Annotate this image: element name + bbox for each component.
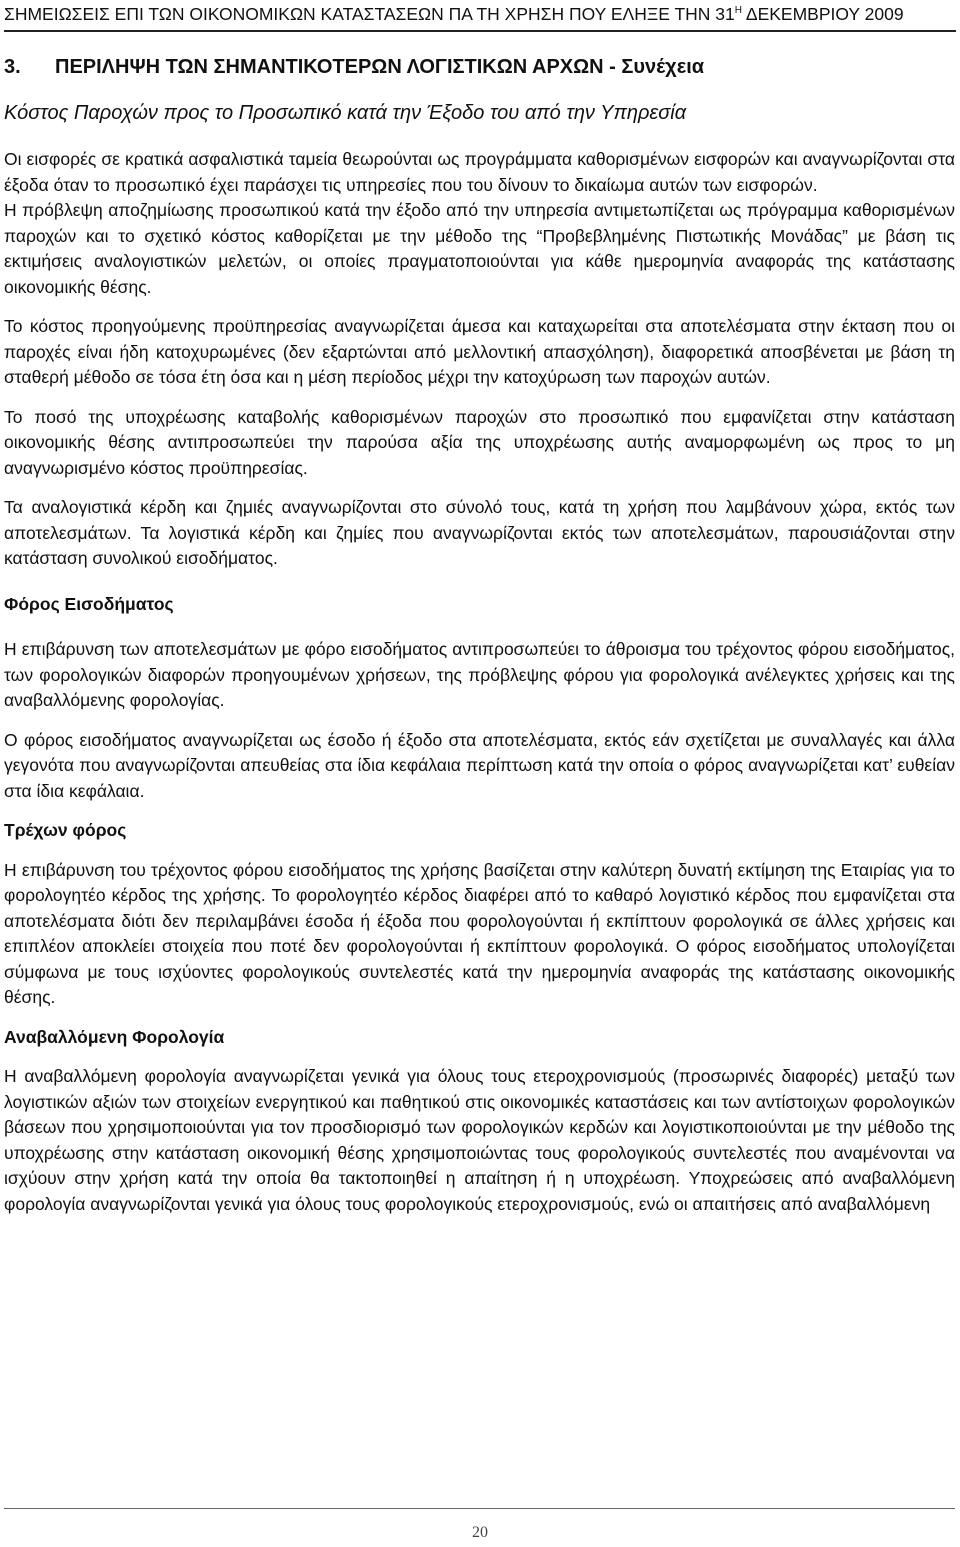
paragraph-prior-service-cost: Το κόστος προηγούμενης προϋπηρεσίας αναγνωρίζεται άμεσα και καταχωρείται στα αποτελέσματα στην έκταση που οι παροχές είναι ήδη κατοχυρωμένες (δεν εξαρτώνται από μελλοντική απασχόληση), διαφορετικά αποσβένεται με βάση τη σταθερή μέθοδο σε τόσα έτη όσα και η μέση περίοδος μέχρι την κατοχύρωση των παροχών αυτών.	[4, 316, 955, 387]
paragraph-obligation-amount: Το ποσό της υποχρέωσης καταβολής καθορισμένων παροχών στο προσωπικό που εμφανίζεται στην κατάσταση οικονομικής θέσης αντιπροσωπεύει την παρούσα αξία της υποχρέωσης αυτής αναμορφωμένη ως προς το μη αναγνωρισμένο κόστος προϋπηρεσίας.	[4, 406, 955, 478]
section-number: 3.	[4, 56, 21, 78]
section-subtitle: Κόστος Παροχών προς το Προσωπικό κατά την Έξοδο του από την Υπηρεσία	[4, 102, 687, 124]
heading-income-tax: Φόρος Εισοδήματος	[4, 593, 174, 614]
paragraph-deferred-tax: Η αναβαλλόμενη φορολογία αναγνωρίζεται γενικά για όλους τους ετεροχρονισμούς (προσωρινές διαφορές) μεταξύ των λογιστικών αξιών των στοιχείων ενεργητικού και παθητικού στις οικονομικές καταστάσεις και των αντίστοιχων φορολογικών βάσεων που χρησιμοποιούνται για τον προσδιορισμό των φορολογικών κερδών και λογιστικοποιούνται με την μέθοδο της υποχρέωσης στην κατάσταση οικονομική θέσης χρησιμοποιώντας τους φορολογικούς συντελεστές που αναμένονται να ισχύουν στην χρήση κατά την οποία θα τακτοποιηθεί η απαίτηση ή η υποχρέωση. Υποχρεώσεις από αναβαλλόμενη φορολογία αναγνωρίζονται γενικά για όλους τους φορολογικούς ετεροχρονισμούς, ενώ οι απαιτήσεις από αναβαλλόμενη	[4, 1066, 955, 1214]
page-number: 20	[472, 1524, 488, 1541]
heading-current-tax: Τρέχων φόρος	[4, 820, 127, 840]
running-header-superscript: Η	[734, 5, 742, 17]
running-header	[4, 0, 956, 28]
section-title: ΠΕΡΙΛΗΨΗ ΤΩΝ ΣΗΜΑΝΤΙΚΟΤΕΡΩΝ ΛΟΓΙΣΤΙΚΩΝ ΑΡΧΩΝ - Συνέχεια	[55, 56, 705, 78]
running-header-text-end: ΔΕΚΕΜΒΡΙΟΥ 2009	[742, 4, 904, 24]
paragraph-current-tax: Η επιβάρυνση του τρέχοντος φόρου εισοδήματος της χρήσης βασίζεται στην καλύτερη δυνατή εκτίμηση της Εταιρίας για το φορολογητέο κέρδος της χρήσης. Το φορολογητέο κέρδος διαφέρει από το καθαρό λογιστικό κέρδος που εμφανίζεται στα αποτελέσματα διότι δεν περιλαμβάνει έσοδα ή έξοδα που φορολογούνται ή εκπίπτουν φορολογικά σε άλλες χρήσεις και επιπλέον αποκλείει στοιχεία που ποτέ δεν φορολογούνται ή εκπίπτουν φορολογικά. Ο φόρος εισοδήματος υπολογίζεται σύμφωνα με τους ισχύοντες φορολογικούς συντελεστές κατά την ημερομηνία αναφοράς της κατάστασης οικονομικής θέσης.	[4, 859, 955, 1007]
running-header-text: ΣΗΜΕΙΩΣΕΙΣ ΕΠΙ ΤΩΝ ΟΙΚΟΝΟΜΙΚΩΝ ΚΑΤΑΣΤΑΣΕΩΝ ΠΑ ΤΗ ΧΡΗΣΗ ΠΟΥ ΕΛΗΞΕ ΤΗΝ 31	[4, 4, 735, 24]
header-divider	[4, 30, 956, 32]
heading-deferred-tax: Αναβαλλόμενη Φορολογία	[4, 1026, 225, 1047]
footer-divider	[4, 1508, 955, 1509]
paragraph-provision: Η πρόβλεψη αποζημίωσης προσωπικού κατά την έξοδο από την υπηρεσία αντιμετωπίζεται ως πρόγραμμα καθορισμένων παροχών και το σχετικό κόστος καθορίζεται με την μέθοδο της “Προβεβλημένης Πιστωτικής Μονάδας” με βάση τις εκτιμήσεις αναλογιστικών μελετών, οι οποίες πραγματοποιούνται για κάθε ημερομηνία αναφοράς της κατάστασης οικονομικής θέσης.	[4, 200, 955, 297]
paragraph-income-tax-charge: Η επιβάρυνση των αποτελεσμάτων με φόρο εισοδήματος αντιπροσωπεύει το άθροισμα του τρέχοντος φόρου εισοδήματος, των φορολογικών διαφορών προηγουμένων χρήσεων, της πρόβλεψης φόρου για φορολογικά ανέλεγκτες χρήσεις και της αναβαλλόμενης φορολογίας.	[4, 639, 955, 710]
paragraph-actuarial-gains: Τα αναλογιστικά κέρδη και ζημιές αναγνωρίζονται στο σύνολό τους, κατά τη χρήση που λαμβάνουν χώρα, εκτός των αποτελεσμάτων. Τα λογιστικά κέρδη και ζημίες που αναγνωρίζονται εκτός των αποτελεσμάτων, παρουσιάζονται στην κατάσταση συνολικού εισοδήματος.	[4, 497, 955, 568]
paragraph-income-tax-recognition: Ο φόρος εισοδήματος αναγνωρίζεται ως έσοδο ή έξοδο στα αποτελέσματα, εκτός εάν σχετίζεται με συναλλαγές και άλλα γεγονότα που αναγνωρίζονται απευθείας στα ίδια κεφάλαια περίπτωση κατά την οποία ο φόρος αναγνωρίζεται κατ’ ευθείαν στα ίδια κεφάλαια.	[4, 729, 955, 801]
paragraph-contributions: Οι εισφορές σε κρατικά ασφαλιστικά ταμεία θεωρούνται ως προγράμματα καθορισμένων εισφορών και αναγνωρίζονται στα έξοδα όταν το προσωπικό έχει παράσχει τις υπηρεσίες που του δίνουν το δικαίωμα αυτών των εισφορών.	[4, 149, 955, 195]
document-body	[4, 147, 955, 1217]
